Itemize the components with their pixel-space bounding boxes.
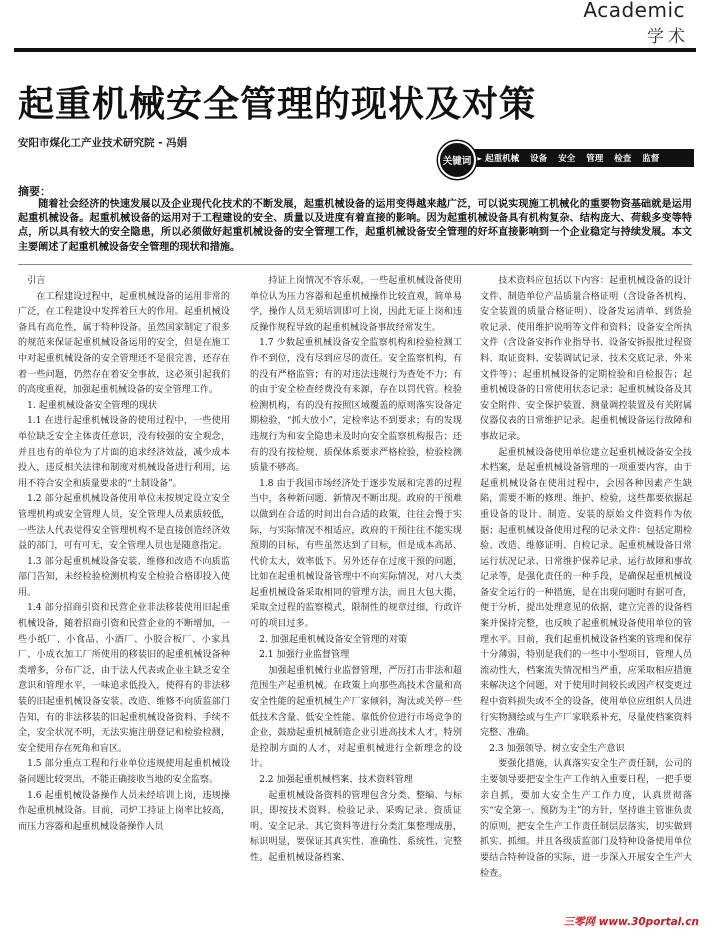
divider bbox=[18, 264, 692, 265]
body-paragraph: 1.5 部分重点工程和行业单位违规使用起重机械设备问题比较突出，不能正确接收当地的安全监察。 bbox=[18, 759, 230, 785]
body-paragraph: 在工程建设过程中，起重机械设备的运用非常的广泛，在工程建设中发挥着巨大的作用。起重机械设备具有高危性，属于特种设备。虽然国家制定了很多的规范来保证起重机械设备运用的安全，但是在施工中对起重机械设备的安全管理还不是很完善，还存在着一些问题，仍然存在着安全事故，这必须引起我们的高度重视，加强起重机械设备的安全管理工作。 bbox=[18, 291, 230, 396]
brand-en: Academic bbox=[583, 0, 685, 22]
arrow-icon: ► bbox=[476, 153, 483, 163]
body-column-3 bbox=[480, 274, 692, 929]
body-paragraph: 2.3 加强领导、树立安全生产意识 bbox=[489, 743, 625, 754]
body-paragraph: 技术资料应包括以下内容：起重机械设备的设计文件、制造单位产品质量合格证明（含设备各机构、安全装置的质量合格证明）、设备发运清单、到货验收记录、使用维护说明等文件和资料；设备安全所执文件（含设备安拆作业指导书、设备安拆报批过程资料、取证资料、安装调试记录、技术交底记录、外来文件等）；起重机械设备的定期检验和自检报告；起重机械设备的日常使用状态记录；起重机械设备及其安全附件、安全保护装置、测量调控装置及有关附属仪器仪表的日常维护记录。起重机械设备运行故障和事故记录。 bbox=[480, 276, 692, 442]
watermark: 三零网 www.30portal.cn bbox=[558, 912, 706, 931]
keyword: 管理 bbox=[586, 154, 604, 164]
byline: 安阳市煤化工产业技术研究院 - 冯娟 bbox=[18, 137, 188, 149]
body-paragraph: 引言 bbox=[27, 276, 46, 286]
abstract: 随着社会经济的快速发展以及企业现代化技术的不断发展，起重机械设备的运用变得越来越广泛，可以说实现施工机械化的重要物资基础就是运用起重机械设备。起重机械设备的运用对于工程建设的安全、质量以及进度有着直接的影响。因为起重机械设备具有机构复杂、结构庞大、荷载多变等特点，所以具有较大的安全隐患，所以必须做好起重机械设备的安全管理工作，起重机械设备安全管理的好坏直接影响到一个企业稳定与持续发展。本文主要阐述了起重机械设备安全管理的现状和措施。 bbox=[18, 199, 692, 253]
body-paragraph: 2. 加强起重机械设备安全管理的对策 bbox=[259, 634, 408, 645]
keyword: 起重机械 bbox=[485, 154, 520, 164]
abstract-label: 摘要： bbox=[18, 185, 51, 198]
body-column-2 bbox=[250, 274, 462, 929]
body-paragraph: 加强起重机械行业监督管理，严厉打击非法和超范围生产起重机械。在政策上向那些高技术含量和高安全性能的起重机械生产厂家倾斜，淘汰或关停一些低技术含量、低安全性能、靠低价位进行市场竞争的企业，鼓励起重机械制造企业引进高技术人才，特别是控制方面的人才，对起重机械进行全新理念的设计。 bbox=[250, 665, 462, 770]
keyword: 安全 bbox=[558, 154, 576, 164]
keyword: 监督 bbox=[642, 154, 660, 164]
body-paragraph: 起重机械设备资料的管理包含分类、整编、与标识，即按技术资料、检验记录、采购记录、资质证明、安全记录、其它资料等进行分类汇集整理成册，标识明显，要保证其真实性、准确性、系统性、完整性。起重机械设备档案、 bbox=[250, 790, 462, 863]
body-paragraph: 1.4 部分招商引资和民营企业非法移装使用旧起重机械设备，随着招商引资和民营企业的不断增加，一些小纸厂、小食品、小酒厂、小胶合板厂、小家具厂、小成衣加工厂所使用的移装旧的起重机械设备种类增多，分布广泛，由于法人代表或企业主缺乏安全意识和管理水平，一味追求低投入，使得有的非法移装的旧起重机械设备安装、改造、维修不向质监部门告知，有的非法移装的旧起重机械设备资料、手续不全，安全状况不明，无法实施注册登记和检验检测，安全使用存在死角和盲区。 bbox=[18, 603, 230, 754]
body-paragraph: 1.3 部分起重机械设备安装、维修和改造不向质监部门告知，未经检验检测机构安全检验合格即投入使用。 bbox=[18, 556, 230, 598]
keywords-label: 关键词 bbox=[438, 141, 476, 179]
body-paragraph: 1.2 部分起重机械设备使用单位未按规定设立安全管理机构或安全管理人员，安全管理人员素质较低，一些法人代表觉得安全管理机构不是直接创造经济效益的部门，可有可无，安全管理人员也是随意指定。 bbox=[18, 494, 230, 552]
keyword: 设备 bbox=[530, 154, 548, 164]
body-paragraph: 持证上岗情况不容乐观，一些起重机械设备使用单位认为压力容器和起重机械操作比较直观，简单易学，操作人员无须培训即可上岗，因此无证上岗和违反操作规程导致的起重机械设备事故经常发生。 bbox=[250, 276, 462, 333]
body-paragraph: 1.8 由于我国市场经济处于逐步发展和完善的过程当中，各种新问题、新情况不断出现。政府的干预难以做到在合适的时间出台合适的政策，往往会慢于实际，与实际情况不相适应，政府的干预往往不能实现预期的目标，有些虽然达到了目标，但是成本高昂、代价太大，效率低下。另外还存在过度干预的问题，比如在起重机械设备管理中不向实际情况，对八大类起重机械设备采取相同的管理方法，而且大包大揽，采取全过程的监察模式，限制性的规章过细，行政许可的项目过多。 bbox=[250, 478, 462, 630]
body-paragraph: 1.1 在进行起重机械设备的使用过程中，一些使用单位缺乏安全主体责任意识，没有较强的安全观念，并且也有的单位为了片面的追求经济效益，减少成本投入，违反相关法律和制度对机械设备进行利用，运用不符合安全和质量要求的“土制设备”。 bbox=[18, 416, 230, 489]
body-paragraph: 1.7 少数起重机械设备安全监察机构和检验检测工作不到位，没有尽到应尽的责任。安全监察机构，有的没有严格监管；有的对违法违规行为查处不力；有的由于安全检查经费没有来源，存在以罚代管。检验检测机构，有的没有按照区域覆盖的原则落实设备定期检验，“抓大放小”，定检率达不到要求；有的发现违规行为和安全隐患未及时向安全监察机构报告；还有的没有按检规、质保体系要求严格检验，检验检测质量不够高。 bbox=[250, 338, 462, 474]
keywords-banner bbox=[438, 141, 694, 175]
body-paragraph: 起重机械设备使用单位建立起重机械设备安全技术档案，是起重机械设备管理的一项重要内容，由于起重机械设备在使用过程中，会因各种因素产生缺陷，需要不断的修理、维护、检验，这些都要依据起重设备的设计、制造、安装的原始文件资料作为依据；起重机械设备使用过程的记录文件：包括定期检验、改造、维修证明、自检记录、起重机械设备日常运行状况记录、日常维护保养记录、运行故障和事故记录等，是强化责任的一种手段，是确保起重机械设备安全运行的一种措施，是在出现问题时有据可查，便于分析，提出处理意见的依据，建立完善的设备档案并保持完整，也反映了起重机械设备使用单位的管理水平。目前，我们起重机械设备档案的管理和保存十分薄弱，特别是我们的一些中小型项目，管理人员流动性大，档案流失情况相当严重，应采取相应措施来解决这个问题，对于使用时间较长或因产权变更过程中资料损失或不全的设备，使用单位应组织人员进行实物测绘或与生产厂家联系补充，尽量使档案资料完整、准确。 bbox=[480, 447, 692, 739]
header-rule bbox=[14, 48, 696, 52]
body-paragraph: 2.2 加强起重机械档案、技术资料管理 bbox=[259, 775, 413, 785]
body-paragraph: 2.1 加强行业监督管理 bbox=[259, 650, 350, 661]
keyword: 检查 bbox=[614, 154, 632, 164]
article-title: 起重机械安全管理的现状及对策 bbox=[18, 84, 537, 125]
body-paragraph: 1.6 起重机械设备操作人员未经培训上岗，违规操作起重机械设备。目前，司炉工持证上岗率比较高，而压力容器和起重机械设备操作人员 bbox=[18, 790, 230, 832]
body-paragraph: 1. 起重机械设备安全管理的现状 bbox=[27, 400, 157, 411]
keywords-bar bbox=[460, 149, 694, 167]
body-column-1 bbox=[18, 274, 230, 929]
body-paragraph: 要强化措施，认真落实安全生产责任制，公司的主要领导要把安全生产工作纳入重要日程，一把手要亲自抓，要加大安全生产工作力度，认真贯彻落实“安全第一、预防为主”的方针，坚持谁主管谁负责的原则，把安全生产工作责任制层层落实，切实做到抓实、抓细。并且各级质监部门及特种设备使用单位要结合特种设备的实际，进一步深入开展安全生产大检查。 bbox=[480, 759, 692, 879]
brand-cn: 学术 bbox=[647, 27, 689, 47]
